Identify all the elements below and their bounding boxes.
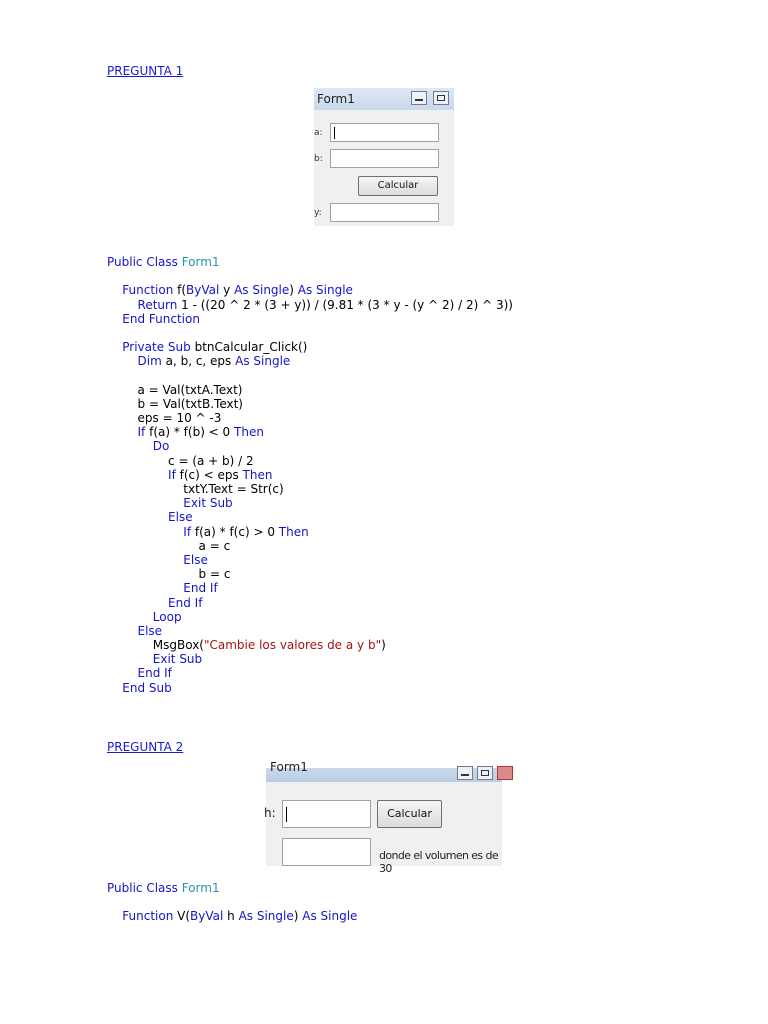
code-block-2 [107, 881, 357, 924]
code-token [107, 681, 122, 695]
code-token: Function [122, 283, 174, 298]
text-caret [334, 127, 335, 139]
code-token: End Sub [122, 680, 172, 695]
code-token: Loop [152, 609, 182, 624]
code-line [107, 255, 513, 269]
code-line [107, 567, 513, 581]
code-token: V( [173, 909, 191, 924]
code-token [107, 439, 153, 453]
form2-titlebar [266, 760, 502, 782]
code-token: Dim [137, 354, 162, 369]
pregunta-2-link[interactable]: PREGUNTA 2 [107, 740, 184, 754]
code-line [107, 596, 513, 610]
code-line [107, 681, 513, 695]
code-line [107, 283, 513, 297]
code-line [107, 312, 513, 326]
code-token: Then [234, 425, 264, 440]
code-line [107, 482, 513, 496]
code-line [107, 439, 513, 453]
code-token: Form1 [181, 255, 220, 269]
code-block-1 [107, 255, 513, 695]
code-token: As Single [297, 283, 353, 298]
code-line [107, 909, 357, 923]
close-icon[interactable] [497, 766, 513, 780]
calcular-button[interactable]: Calcular [358, 176, 438, 196]
code-token [107, 610, 153, 624]
code-token: Private Sub [122, 340, 191, 355]
code-token: MsgBox( [107, 638, 204, 653]
code-token: f( [173, 283, 187, 298]
code-token: ByVal [190, 909, 224, 924]
code-token: b = c [107, 567, 231, 582]
code-line [107, 354, 513, 368]
volume-note: donde el volumen es de 30 [379, 849, 499, 875]
code-token: End If [168, 595, 203, 610]
code-token [107, 354, 138, 368]
code-token: ) [293, 909, 303, 924]
code-token [107, 525, 183, 539]
code-token: eps = 10 ^ -3 [107, 411, 222, 426]
code-line [107, 340, 513, 354]
code-token: btnCalcular_Click() [190, 340, 308, 355]
code-line [107, 553, 513, 567]
code-token: y [219, 283, 235, 298]
code-token [107, 666, 138, 680]
minimize-icon[interactable] [411, 91, 427, 105]
code-line [107, 397, 513, 411]
pregunta-1-link[interactable]: PREGUNTA 1 [107, 64, 184, 78]
code-token: If [168, 467, 176, 482]
code-token: Public Class [107, 255, 182, 269]
code-token: b = Val(txtB.Text) [107, 396, 243, 411]
code-line [107, 881, 357, 895]
code-token: As Single [235, 354, 291, 369]
code-token [107, 510, 168, 524]
code-token [107, 652, 153, 666]
code-token: Form1 [181, 881, 220, 895]
code-token: End If [137, 666, 172, 681]
code-token: Then [242, 467, 273, 482]
code-line [107, 510, 513, 524]
code-token: If [183, 524, 192, 539]
code-token [107, 581, 183, 595]
code-token: a = Val(txtA.Text) [107, 382, 243, 397]
code-token: ByVal [186, 283, 220, 298]
code-token: h [223, 909, 239, 924]
code-line [107, 652, 513, 666]
code-line [107, 369, 513, 383]
code-token: Exit Sub [183, 496, 233, 511]
label-a: a: [314, 128, 323, 138]
code-token: c = (a + b) / 2 [107, 453, 254, 468]
txt-result-input[interactable] [282, 838, 371, 866]
code-token [107, 468, 168, 482]
txt-a-input[interactable] [330, 123, 439, 142]
code-token [107, 596, 168, 610]
code-token: If [137, 425, 146, 440]
code-token [107, 425, 138, 439]
code-line [107, 539, 513, 553]
label-y: y: [314, 208, 322, 218]
calcular-button[interactable]: Calcular [377, 800, 442, 828]
code-token: f(a) * f(c) > 0 [191, 524, 279, 539]
form1-title: Form1 [317, 92, 355, 106]
code-line [107, 581, 513, 595]
code-token: ) [381, 638, 386, 653]
code-token: Exit Sub [152, 652, 203, 667]
code-token: Else [168, 510, 193, 525]
code-token [107, 909, 122, 923]
maximize-icon[interactable] [477, 766, 493, 780]
code-token [107, 283, 122, 297]
code-line [107, 326, 513, 340]
code-line [107, 298, 513, 312]
code-token: Return [137, 297, 178, 312]
label-h: h: [264, 806, 276, 820]
code-token: As Single [302, 909, 358, 924]
form1-titlebar [314, 88, 454, 110]
code-token: f(c) < eps [175, 467, 243, 482]
code-token: Public Class [107, 881, 182, 895]
label-b: b: [314, 154, 323, 164]
code-line [107, 425, 513, 439]
code-token [107, 340, 122, 354]
code-line [107, 411, 513, 425]
maximize-icon[interactable] [433, 91, 449, 105]
code-line [107, 624, 513, 638]
code-token: f(a) * f(b) < 0 [145, 425, 235, 440]
code-line [107, 383, 513, 397]
code-line [107, 610, 513, 624]
code-token: "Cambie los valores de a y b" [203, 638, 382, 653]
code-token [107, 624, 138, 638]
code-token [107, 312, 122, 326]
code-line [107, 666, 513, 680]
code-line [107, 638, 513, 652]
code-token: End Function [122, 311, 200, 326]
txt-h-input[interactable] [282, 800, 371, 828]
code-token: 1 - ((20 ^ 2 * (3 + y)) / (9.81 * (3 * y - (y ^ 2) / 2) ^ 3)) [177, 297, 513, 312]
code-token: Then [278, 524, 309, 539]
code-token: As Single [234, 283, 290, 298]
txt-y-input[interactable] [330, 203, 439, 222]
form1-screenshot [314, 88, 454, 226]
code-line [107, 496, 513, 510]
code-token: a = c [107, 538, 231, 553]
code-token: ) [289, 283, 298, 298]
form2-screenshot [264, 760, 502, 875]
code-token: End If [183, 581, 218, 596]
code-token: Else [137, 623, 163, 638]
txt-b-input[interactable] [330, 149, 439, 168]
code-token: Else [183, 552, 208, 567]
code-line [107, 269, 513, 283]
minimize-icon[interactable] [457, 766, 473, 780]
code-line [107, 468, 513, 482]
code-token: Do [152, 439, 170, 454]
code-line [107, 525, 513, 539]
code-line [107, 895, 357, 909]
form2-title: Form1 [270, 760, 308, 774]
code-line [107, 454, 513, 468]
code-token: txtY.Text = Str(c) [107, 482, 284, 496]
code-token [107, 298, 138, 312]
code-token: a, b, c, eps [161, 354, 236, 369]
text-caret [286, 807, 287, 822]
code-token: As Single [238, 909, 294, 924]
code-token: Function [122, 909, 174, 924]
code-token [107, 553, 183, 567]
code-token [107, 496, 183, 510]
